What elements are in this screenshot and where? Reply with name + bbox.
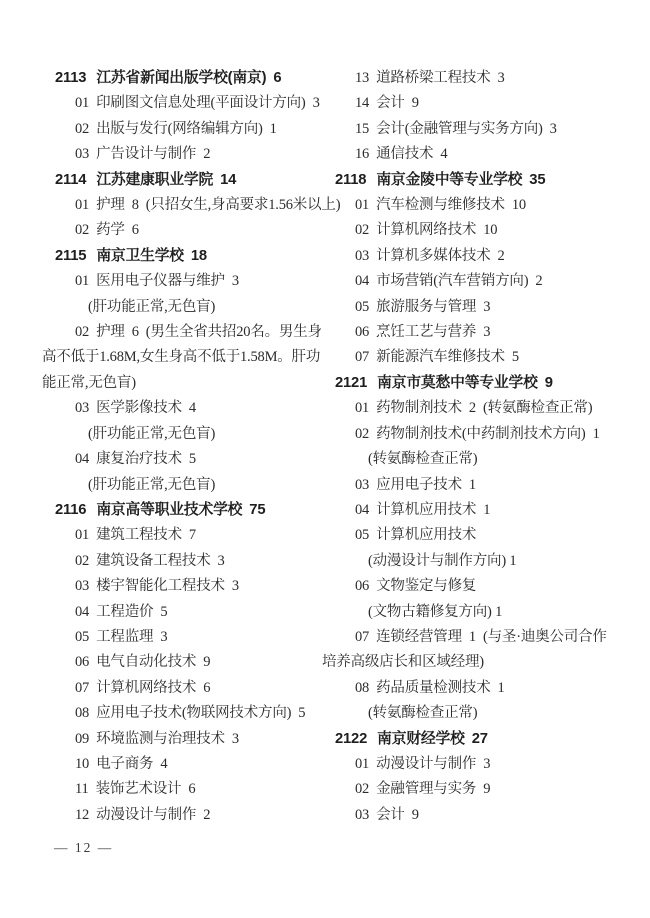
school-plan-count: 9 bbox=[544, 374, 553, 391]
school-plan-count: 75 bbox=[249, 501, 266, 518]
program-name: 药品质量检测技术 bbox=[376, 679, 491, 696]
program-number: 03 bbox=[75, 578, 90, 595]
program-number: 08 bbox=[75, 705, 90, 722]
continuation-text: 能正常,无色盲) bbox=[42, 374, 136, 391]
program-line bbox=[322, 473, 618, 498]
program-plan-count: 9 bbox=[483, 781, 491, 798]
program-number: 03 bbox=[75, 146, 90, 163]
school-heading-line bbox=[322, 168, 618, 193]
program-line bbox=[42, 727, 338, 752]
program-name: 建筑工程技术 bbox=[96, 527, 182, 544]
program-plan-count: 4 bbox=[188, 400, 196, 417]
program-line bbox=[42, 549, 338, 574]
program-number: 06 bbox=[355, 324, 370, 341]
continuation-text: 高不低于1.68M,女生身高不低于1.58M。肝功 bbox=[42, 349, 321, 366]
continuation-line bbox=[42, 295, 338, 320]
program-number: 02 bbox=[75, 222, 90, 239]
school-code: 2113 bbox=[55, 70, 87, 86]
program-number: 02 bbox=[75, 324, 90, 341]
program-number: 12 bbox=[75, 806, 90, 823]
program-number: 11 bbox=[75, 781, 89, 798]
program-number: 02 bbox=[355, 781, 370, 798]
program-plan-count: 5 bbox=[511, 349, 519, 366]
program-name: 汽车检测与维修技术 bbox=[376, 197, 505, 214]
program-number: 01 bbox=[75, 527, 90, 544]
program-name: 药物制剂技术(中药制剂技术方向) bbox=[376, 425, 586, 442]
school-plan-count: 18 bbox=[190, 247, 207, 264]
program-name: 会计 bbox=[376, 806, 405, 823]
program-line bbox=[322, 498, 618, 523]
program-name: 文物鉴定与修复 bbox=[376, 578, 477, 595]
program-plan-count: 9 bbox=[411, 95, 419, 112]
program-name: 计算机网络技术 bbox=[96, 679, 197, 696]
program-name: 动漫设计与制作 bbox=[96, 806, 197, 823]
program-number: 05 bbox=[75, 628, 90, 645]
continuation-text: (动漫设计与制作方向) 1 bbox=[368, 552, 517, 569]
program-line bbox=[322, 218, 618, 243]
program-number: 01 bbox=[355, 197, 370, 214]
program-name: 医学影像技术 bbox=[96, 400, 182, 417]
program-plan-count: 6 bbox=[188, 781, 196, 798]
program-plan-count: 3 bbox=[231, 578, 239, 595]
program-plan-count: 1 bbox=[468, 476, 476, 493]
school-code: 2118 bbox=[335, 171, 367, 188]
program-plan-count: 2 bbox=[468, 400, 476, 417]
program-plan-count: 3 bbox=[160, 628, 168, 645]
program-plan-count: 6 bbox=[203, 679, 211, 696]
program-line bbox=[42, 447, 338, 472]
program-number: 16 bbox=[355, 146, 370, 163]
program-line bbox=[42, 701, 338, 726]
program-name: 会计(金融管理与实务方向) bbox=[376, 120, 543, 137]
program-plan-count: 4 bbox=[160, 755, 168, 772]
program-number: 01 bbox=[355, 755, 370, 772]
program-line bbox=[322, 320, 618, 345]
program-plan-count: 3 bbox=[549, 120, 557, 137]
program-plan-count: 3 bbox=[483, 755, 491, 772]
program-plan-count: 3 bbox=[231, 273, 239, 290]
program-name: 动漫设计与制作 bbox=[376, 755, 477, 772]
program-line bbox=[322, 269, 618, 294]
continuation-line bbox=[322, 549, 618, 574]
program-plan-count: 2 bbox=[535, 273, 543, 290]
program-number: 02 bbox=[355, 222, 370, 239]
program-plan-count: 3 bbox=[483, 298, 491, 315]
continuation-text: (肝功能正常,无色盲) bbox=[88, 425, 216, 442]
program-name: 康复治疗技术 bbox=[96, 451, 182, 468]
program-name: 新能源汽车维修技术 bbox=[376, 349, 505, 366]
program-line bbox=[42, 218, 338, 243]
continuation-line bbox=[42, 371, 338, 396]
program-number: 10 bbox=[75, 755, 90, 772]
continuation-line bbox=[42, 473, 338, 498]
program-number: 05 bbox=[355, 298, 370, 315]
page-number: — 12 — bbox=[54, 840, 114, 855]
program-line bbox=[42, 91, 338, 116]
program-number: 02 bbox=[75, 120, 90, 137]
program-line bbox=[322, 244, 618, 269]
program-note: (只招女生,身高要求1.56米以上) bbox=[145, 197, 341, 214]
program-line bbox=[42, 117, 338, 142]
program-line bbox=[322, 91, 618, 116]
school-code: 2116 bbox=[55, 501, 87, 518]
program-number: 04 bbox=[75, 603, 90, 620]
program-name: 连锁经营管理 bbox=[376, 628, 462, 645]
continuation-line bbox=[322, 701, 618, 726]
program-line bbox=[42, 650, 338, 675]
program-number: 08 bbox=[355, 679, 370, 696]
program-line bbox=[322, 803, 618, 828]
program-name: 旅游服务与管理 bbox=[376, 298, 477, 315]
continuation-text: 培养高级店长和区域经理) bbox=[322, 654, 484, 671]
continuation-line bbox=[322, 600, 618, 625]
program-number: 02 bbox=[355, 425, 370, 442]
program-plan-count: 1 bbox=[483, 501, 491, 518]
program-line bbox=[42, 320, 338, 345]
program-line bbox=[322, 574, 618, 599]
program-line bbox=[322, 142, 618, 167]
program-plan-count: 1 bbox=[592, 425, 600, 442]
continuation-text: (文物古籍修复方向) 1 bbox=[368, 603, 503, 620]
school-plan-count: 35 bbox=[529, 171, 546, 188]
program-name: 烹饪工艺与营养 bbox=[376, 324, 477, 341]
program-plan-count: 8 bbox=[131, 197, 139, 214]
program-plan-count: 3 bbox=[231, 730, 239, 747]
school-plan-count: 14 bbox=[220, 171, 237, 188]
program-number: 05 bbox=[355, 527, 370, 544]
program-line bbox=[42, 600, 338, 625]
continuation-text: (转氨酶检查正常) bbox=[368, 451, 478, 468]
program-line bbox=[42, 676, 338, 701]
school-name: 南京市莫愁中等专业学校 bbox=[377, 374, 538, 391]
program-plan-count: 9 bbox=[203, 654, 211, 671]
program-line bbox=[322, 676, 618, 701]
program-number: 04 bbox=[355, 501, 370, 518]
program-plan-count: 7 bbox=[188, 527, 196, 544]
school-plan-count: 6 bbox=[273, 70, 282, 86]
program-name: 市场营销(汽车营销方向) bbox=[376, 273, 529, 290]
school-name: 南京金陵中等专业学校 bbox=[376, 171, 523, 188]
right-column bbox=[322, 66, 618, 828]
program-name: 电子商务 bbox=[96, 755, 154, 772]
program-name: 金融管理与实务 bbox=[376, 781, 477, 798]
continuation-line bbox=[42, 345, 338, 370]
continuation-text: (肝功能正常,无色盲) bbox=[88, 298, 216, 315]
school-heading-line bbox=[42, 66, 338, 91]
continuation-line bbox=[42, 422, 338, 447]
program-name: 应用电子技术 bbox=[376, 476, 462, 493]
school-code: 2114 bbox=[55, 171, 87, 188]
program-name: 出版与发行(网络编辑方向) bbox=[96, 120, 263, 137]
program-number: 04 bbox=[75, 451, 90, 468]
program-name: 护理 bbox=[96, 197, 125, 214]
program-number: 06 bbox=[355, 578, 370, 595]
program-name: 会计 bbox=[376, 95, 405, 112]
program-number: 01 bbox=[355, 400, 370, 417]
school-heading-line bbox=[322, 727, 618, 752]
school-name: 南京卫生学校 bbox=[96, 247, 184, 264]
program-plan-count: 4 bbox=[440, 146, 448, 163]
program-number: 03 bbox=[75, 400, 90, 417]
program-line bbox=[42, 396, 338, 421]
program-plan-count: 1 bbox=[468, 628, 476, 645]
program-line bbox=[322, 523, 618, 548]
program-number: 06 bbox=[75, 654, 90, 671]
program-number: 01 bbox=[75, 273, 90, 290]
program-line bbox=[322, 777, 618, 802]
program-plan-count: 10 bbox=[483, 222, 498, 239]
program-line bbox=[322, 66, 618, 91]
program-number: 01 bbox=[75, 197, 90, 214]
program-plan-count: 3 bbox=[312, 95, 320, 112]
program-name: 装饰艺术设计 bbox=[95, 781, 182, 798]
program-plan-count: 5 bbox=[298, 705, 306, 722]
program-number: 03 bbox=[355, 247, 370, 264]
program-number: 03 bbox=[355, 806, 370, 823]
program-line bbox=[322, 625, 618, 650]
continuation-line bbox=[322, 447, 618, 472]
program-note: (与圣·迪奥公司合作 bbox=[482, 628, 607, 645]
program-line bbox=[42, 269, 338, 294]
school-name: 南京高等职业技术学校 bbox=[96, 501, 243, 518]
program-number: 09 bbox=[75, 730, 90, 747]
program-line bbox=[322, 117, 618, 142]
program-name: 医用电子仪器与维护 bbox=[96, 273, 225, 290]
school-code: 2115 bbox=[55, 247, 87, 264]
school-heading-line bbox=[42, 498, 338, 523]
program-note: (转氨酶检查正常) bbox=[482, 400, 593, 417]
left-column bbox=[42, 66, 341, 828]
program-name: 工程造价 bbox=[96, 603, 154, 620]
program-plan-count: 5 bbox=[160, 603, 168, 620]
program-name: 计算机应用技术 bbox=[376, 501, 477, 518]
program-line bbox=[322, 295, 618, 320]
program-number: 13 bbox=[355, 70, 370, 86]
program-plan-count: 6 bbox=[131, 324, 139, 341]
program-plan-count: 1 bbox=[269, 120, 277, 137]
program-name: 楼宇智能化工程技术 bbox=[96, 578, 225, 595]
continuation-text: (肝功能正常,无色盲) bbox=[88, 476, 216, 493]
program-name: 计算机应用技术 bbox=[376, 527, 477, 544]
program-name: 建筑设备工程技术 bbox=[96, 552, 211, 569]
program-name: 药学 bbox=[96, 222, 125, 239]
program-name: 印刷图文信息处理(平面设计方向) bbox=[96, 95, 306, 112]
school-name: 南京财经学校 bbox=[377, 730, 465, 747]
school-code: 2121 bbox=[335, 374, 368, 391]
school-heading-line bbox=[42, 244, 338, 269]
school-heading-line bbox=[42, 168, 338, 193]
program-line bbox=[42, 777, 338, 802]
program-name: 电气自动化技术 bbox=[96, 654, 197, 671]
program-line bbox=[322, 345, 618, 370]
program-line bbox=[42, 193, 341, 218]
program-plan-count: 3 bbox=[497, 70, 505, 86]
program-number: 03 bbox=[355, 476, 370, 493]
program-number: 04 bbox=[355, 273, 370, 290]
program-line bbox=[42, 752, 338, 777]
program-name: 环境监测与治理技术 bbox=[96, 730, 225, 747]
program-line bbox=[42, 625, 338, 650]
program-plan-count: 3 bbox=[217, 552, 225, 569]
program-name: 药物制剂技术 bbox=[376, 400, 462, 417]
program-line bbox=[42, 574, 338, 599]
program-line bbox=[322, 396, 618, 421]
program-line bbox=[42, 803, 338, 828]
program-plan-count: 1 bbox=[497, 679, 505, 696]
program-number: 07 bbox=[75, 679, 90, 696]
program-plan-count: 2 bbox=[203, 806, 211, 823]
program-name: 应用电子技术(物联网技术方向) bbox=[96, 705, 292, 722]
program-line bbox=[42, 523, 338, 548]
school-plan-count: 27 bbox=[471, 730, 488, 747]
program-plan-count: 6 bbox=[131, 222, 139, 239]
program-number: 07 bbox=[355, 349, 370, 366]
program-line bbox=[322, 422, 618, 447]
program-plan-count: 5 bbox=[188, 451, 196, 468]
program-line bbox=[322, 193, 618, 218]
program-number: 01 bbox=[75, 95, 90, 112]
program-number: 14 bbox=[355, 95, 370, 112]
program-plan-count: 10 bbox=[511, 197, 526, 214]
school-heading-line bbox=[322, 371, 618, 396]
program-name: 广告设计与制作 bbox=[96, 146, 197, 163]
program-plan-count: 9 bbox=[411, 806, 419, 823]
program-name: 计算机网络技术 bbox=[376, 222, 477, 239]
program-plan-count: 3 bbox=[483, 324, 491, 341]
program-name: 通信技术 bbox=[376, 146, 434, 163]
program-number: 02 bbox=[75, 552, 90, 569]
continuation-text: (转氨酶检查正常) bbox=[368, 705, 478, 722]
program-note: (男生全省共招20名。男生身 bbox=[145, 324, 322, 341]
program-plan-count: 2 bbox=[203, 146, 211, 163]
program-name: 护理 bbox=[96, 324, 125, 341]
program-name: 工程监理 bbox=[96, 628, 154, 645]
program-line bbox=[322, 752, 618, 777]
program-plan-count: 2 bbox=[497, 247, 505, 264]
program-number: 15 bbox=[355, 120, 370, 137]
program-number: 07 bbox=[355, 628, 370, 645]
program-name: 道路桥梁工程技术 bbox=[376, 70, 491, 86]
school-code: 2122 bbox=[335, 730, 368, 747]
continuation-line bbox=[322, 650, 618, 675]
program-line bbox=[42, 142, 338, 167]
program-name: 计算机多媒体技术 bbox=[376, 247, 491, 264]
school-name: 江苏省新闻出版学校(南京) bbox=[96, 70, 267, 86]
school-name: 江苏建康职业学院 bbox=[96, 171, 214, 188]
